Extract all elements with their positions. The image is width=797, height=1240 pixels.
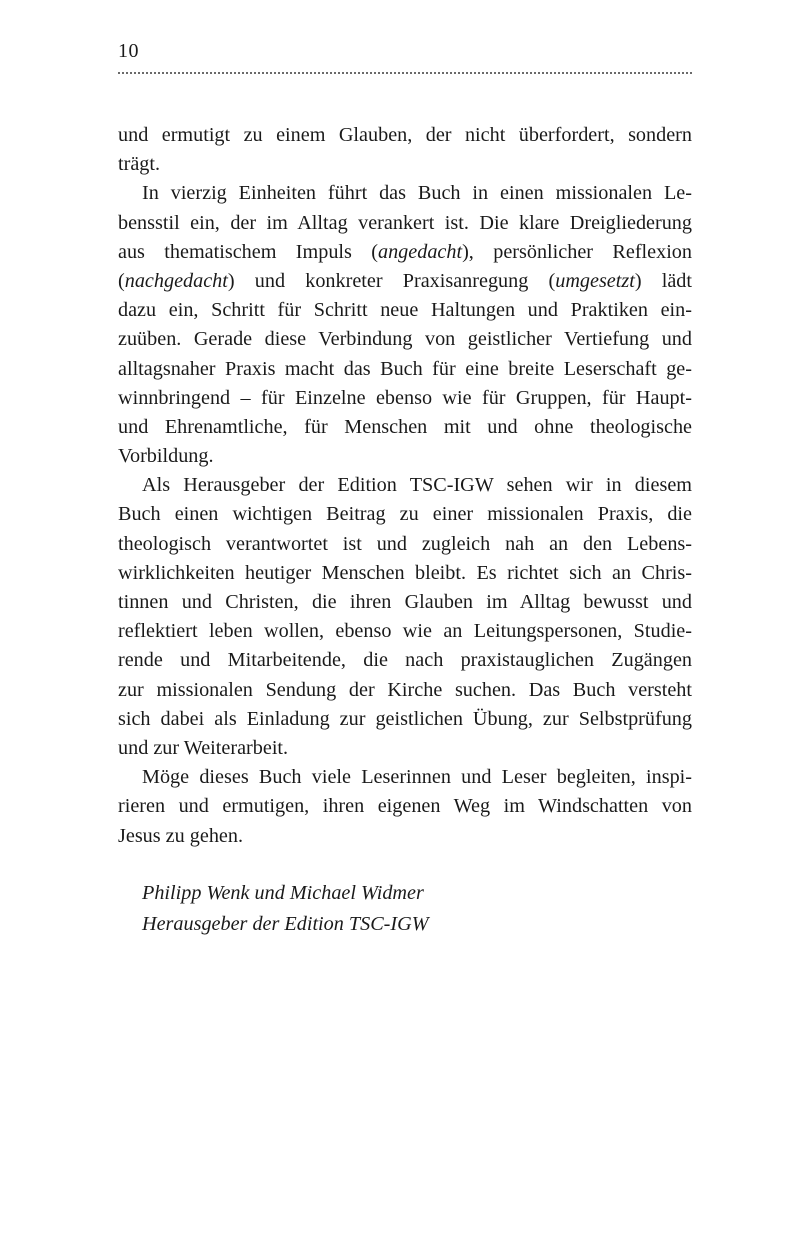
- body-text: [118, 121, 692, 851]
- text-line: reflektiert leben wollen, ebenso wie an Leitungspersonen, Studie-: [118, 620, 692, 643]
- signature-block: [142, 878, 429, 940]
- text-line: rieren und ermutigen, ihren eigenen Weg im Windschatten von: [118, 795, 692, 818]
- text-line: und Ehrenamtliche, für Menschen mit und ohne theologische: [118, 415, 692, 438]
- text-line: rende und Mitarbeitende, die nach praxistauglichen Zugängen: [118, 649, 692, 672]
- text-line: zur missionalen Sendung der Kirche suchen. Das Buch versteht: [118, 678, 692, 701]
- text-line: wirklichkeiten heutiger Menschen bleibt. Es richtet sich an Chris-: [118, 561, 692, 584]
- text-line: sich dabei als Einladung zur geistlichen Übung, zur Selbstprüfung: [118, 707, 692, 730]
- text-line: In vierzig Einheiten führt das Buch in einen missionalen Le-: [142, 182, 692, 205]
- text-line: Als Herausgeber der Edition TSC-IGW sehen wir in diesem: [142, 474, 692, 497]
- text-line: theologisch verantwortet ist und zugleich nah an den Lebens-: [118, 532, 692, 555]
- text-line: aus thematischem Impuls (angedacht), persönlicher Reflexion: [118, 240, 692, 263]
- text-line: tinnen und Christen, die ihren Glauben im Alltag bewusst und: [118, 591, 692, 613]
- text-line: trägt.: [118, 153, 161, 176]
- signature-names: Philipp Wenk und Michael Widmer: [142, 882, 424, 904]
- text-line: alltagsnaher Praxis macht das Buch für eine breite Leserschaft ge-: [118, 357, 692, 380]
- text-line: Vorbildung.: [118, 445, 214, 468]
- text-line: Möge dieses Buch viele Leserinnen und Leser begleiten, inspi-: [142, 766, 692, 789]
- text-line: winnbringend – für Einzelne ebenso wie für Gruppen, für Haupt-: [118, 386, 692, 409]
- text-line: dazu ein, Schritt für Schritt neue Haltungen und Praktiken ein-: [118, 299, 692, 322]
- text-line: Buch einen wichtigen Beitrag zu einer missionalen Praxis, die: [118, 503, 692, 526]
- page-number: 10: [118, 40, 139, 62]
- text-line: zuüben. Gerade diese Verbindung von geistlicher Vertiefung und: [118, 328, 692, 351]
- text-line: Jesus zu gehen.: [118, 824, 244, 847]
- header-dotted-rule: [118, 72, 692, 74]
- text-line: und zur Weiterarbeit.: [118, 736, 289, 759]
- text-line: und ermutigt zu einem Glauben, der nicht überfordert, sondern: [118, 124, 692, 146]
- text-line: bensstil ein, der im Alltag verankert ist. Die klare Dreigliederung: [118, 211, 692, 234]
- text-line: (nachgedacht) und konkreter Praxisanregung (umgesetzt) lädt: [118, 269, 693, 292]
- signature-role: Herausgeber der Edition TSC-IGW: [142, 913, 429, 935]
